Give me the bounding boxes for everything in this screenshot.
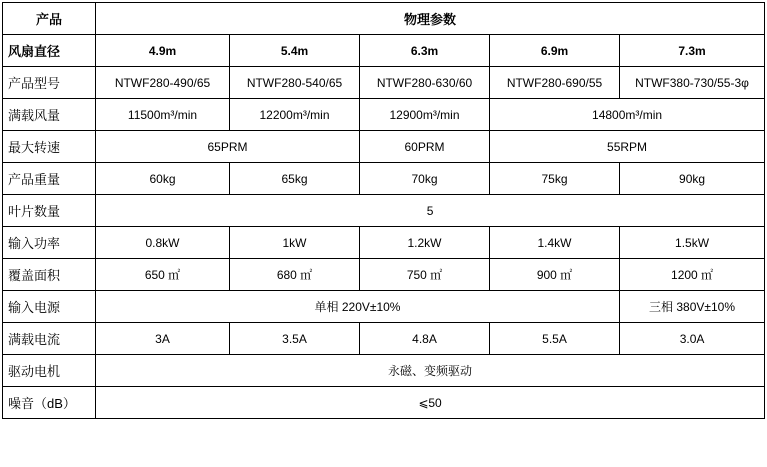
coverage-cell: 1200 ㎡ [620,259,765,291]
motor-cell: 永磁、变频驱动 [96,355,765,387]
header-product-label: 产品 [3,3,96,35]
model-label: 产品型号 [3,67,96,99]
speed-cell: 65PRM [96,131,360,163]
airflow-row [3,99,765,131]
speed-cell: 55RPM [490,131,765,163]
supply-label: 输入电源 [3,291,96,323]
coverage-row [3,259,765,291]
diameter-cell: 7.3m [620,35,765,67]
model-cell: NTWF280-540/65 [230,67,360,99]
current-cell: 5.5A [490,323,620,355]
coverage-cell: 650 ㎡ [96,259,230,291]
weight-cell: 65kg [230,163,360,195]
current-cell: 3.5A [230,323,360,355]
airflow-cell: 12900m³/min [360,99,490,131]
speed-row [3,131,765,163]
current-row [3,323,765,355]
diameter-cell: 6.9m [490,35,620,67]
noise-row [3,387,765,419]
speed-label: 最大转速 [3,131,96,163]
power-cell: 1kW [230,227,360,259]
noise-label: 噪音（dB） [3,387,96,419]
supply-cell: 单相 220V±10% [96,291,620,323]
current-label: 满载电流 [3,323,96,355]
weight-cell: 75kg [490,163,620,195]
diameter-row [3,35,765,67]
power-label: 输入功率 [3,227,96,259]
coverage-cell: 750 ㎡ [360,259,490,291]
diameter-cell: 4.9m [96,35,230,67]
power-cell: 1.5kW [620,227,765,259]
spec-table [2,2,765,419]
motor-row [3,355,765,387]
noise-cell: ⩽50 [96,387,765,419]
coverage-cell: 900 ㎡ [490,259,620,291]
header-row [3,3,765,35]
diameter-cell: 6.3m [360,35,490,67]
weight-cell: 90kg [620,163,765,195]
airflow-cell: 12200m³/min [230,99,360,131]
supply-row [3,291,765,323]
model-cell: NTWF380-730/55-3φ [620,67,765,99]
model-row [3,67,765,99]
power-cell: 0.8kW [96,227,230,259]
current-cell: 4.8A [360,323,490,355]
motor-label: 驱动电机 [3,355,96,387]
model-cell: NTWF280-630/60 [360,67,490,99]
supply-cell: 三相 380V±10% [620,291,765,323]
power-row [3,227,765,259]
power-cell: 1.2kW [360,227,490,259]
weight-cell: 60kg [96,163,230,195]
weight-cell: 70kg [360,163,490,195]
power-cell: 1.4kW [490,227,620,259]
model-cell: NTWF280-490/65 [96,67,230,99]
current-cell: 3.0A [620,323,765,355]
weight-row [3,163,765,195]
blades-label: 叶片数量 [3,195,96,227]
diameter-label: 风扇直径 [3,35,96,67]
header-physical-params: 物理参数 [96,3,765,35]
coverage-cell: 680 ㎡ [230,259,360,291]
blades-cell: 5 [96,195,765,227]
airflow-cell: 14800m³/min [490,99,765,131]
diameter-cell: 5.4m [230,35,360,67]
airflow-cell: 11500m³/min [96,99,230,131]
model-cell: NTWF280-690/55 [490,67,620,99]
coverage-label: 覆盖面积 [3,259,96,291]
weight-label: 产品重量 [3,163,96,195]
blades-row [3,195,765,227]
speed-cell: 60PRM [360,131,490,163]
current-cell: 3A [96,323,230,355]
airflow-label: 满载风量 [3,99,96,131]
